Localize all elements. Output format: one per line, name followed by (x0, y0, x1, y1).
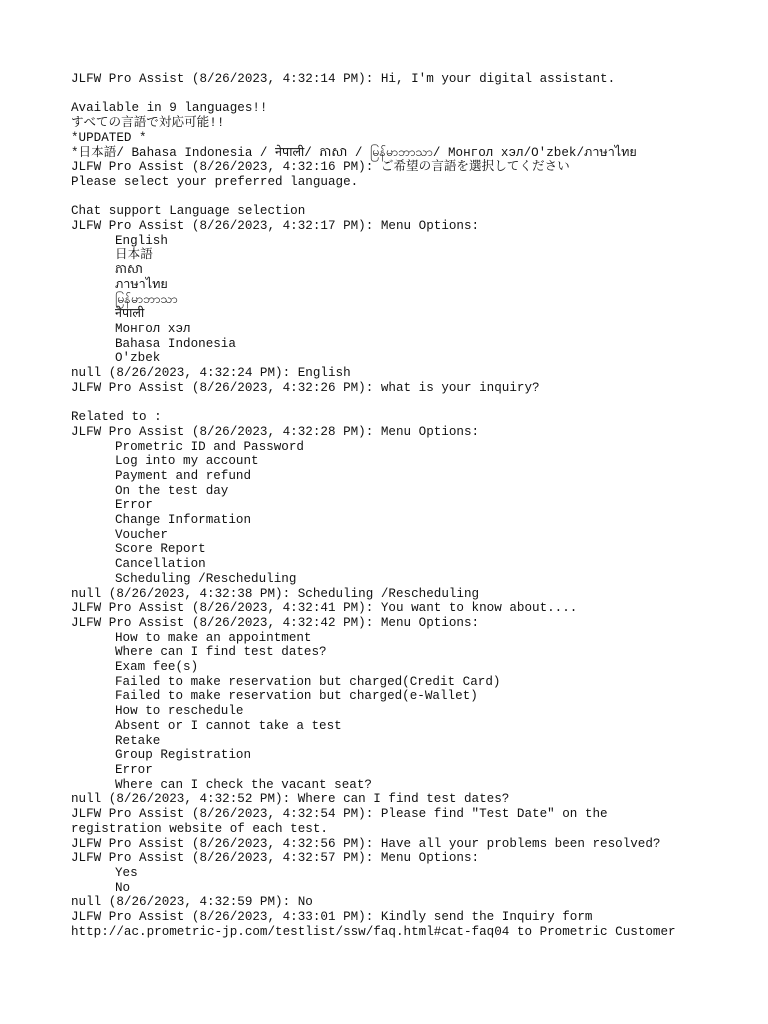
menu-option-topic[interactable]: Prometric ID and Password (115, 439, 304, 454)
menu-option-scheduling[interactable]: How to make an appointment (115, 630, 312, 645)
bot-message: JLFW Pro Assist (8/26/2023, 4:32:42 PM): Menu Options: (71, 615, 480, 630)
menu-option-scheduling[interactable]: How to reschedule (115, 704, 244, 719)
menu-option-topic[interactable]: Voucher (115, 527, 168, 542)
menu-option-language[interactable]: Bahasa Indonesia (115, 336, 236, 351)
menu-option-topic[interactable]: Score Report (115, 542, 206, 557)
menu-option-resolved[interactable]: No (115, 880, 131, 895)
menu-option-topic[interactable]: Log into my account (115, 454, 259, 469)
bot-message: JLFW Pro Assist (8/26/2023, 4:32:54 PM): Please find "Test Date" on the (71, 807, 608, 822)
menu-option-language[interactable]: ภาษาไทย (115, 277, 168, 292)
menu-option-language[interactable]: 日本語 (115, 248, 153, 263)
menu-option-language[interactable]: Монгол хэл (115, 321, 191, 336)
bot-message: JLFW Pro Assist (8/26/2023, 4:32:41 PM): You want to know about.... (71, 601, 578, 616)
menu-option-language[interactable]: English (115, 233, 168, 248)
menu-option-scheduling[interactable]: Exam fee(s) (115, 660, 199, 675)
menu-option-resolved[interactable]: Yes (115, 865, 138, 880)
menu-option-topic[interactable]: Payment and refund (115, 468, 252, 483)
menu-option-scheduling[interactable]: Where can I check the vacant seat? (115, 777, 372, 792)
chat-transcript (71, 72, 731, 939)
menu-option-scheduling[interactable]: Failed to make reservation but charged(Credit Card) (115, 674, 501, 689)
menu-option-topic[interactable]: Scheduling /Rescheduling (115, 571, 297, 586)
menu-option-topic[interactable]: On the test day (115, 483, 229, 498)
bot-message-continued: registration website of each test. (71, 821, 328, 836)
message-text: Chat support Language selection (71, 204, 306, 219)
menu-option-language[interactable]: नेपाली (115, 307, 145, 322)
message-text: *UPDATED * (71, 130, 147, 145)
user-message: null (8/26/2023, 4:32:59 PM): No (71, 895, 313, 910)
menu-option-language[interactable]: မြန်မာဘာသာ (115, 292, 178, 307)
bot-message: JLFW Pro Assist (8/26/2023, 4:32:14 PM): Hi, I'm your digital assistant. (71, 72, 616, 86)
message-text: すべての言語で対応可能!! (71, 116, 225, 131)
menu-option-scheduling[interactable]: Group Registration (115, 748, 252, 763)
menu-option-topic[interactable]: Cancellation (115, 557, 206, 572)
menu-option-language[interactable]: ភាសា (115, 263, 143, 278)
bot-message: JLFW Pro Assist (8/26/2023, 4:32:57 PM): Menu Options: (71, 851, 480, 866)
menu-option-language[interactable]: O'zbek (115, 351, 161, 366)
bot-message: JLFW Pro Assist (8/26/2023, 4:32:16 PM): ご希望の言語を選択してください (71, 160, 570, 175)
bot-message: JLFW Pro Assist (8/26/2023, 4:32:26 PM): what is your inquiry? (71, 380, 540, 395)
blank-line (71, 395, 731, 410)
inquiry-link[interactable]: http://ac.prometric-jp.com/testlist/ssw/faq.html#cat-faq04 to Prometric Customer (71, 924, 676, 939)
user-message: null (8/26/2023, 4:32:38 PM): Scheduling /Rescheduling (71, 586, 480, 601)
bot-message: JLFW Pro Assist (8/26/2023, 4:32:28 PM): Menu Options: (71, 424, 480, 439)
user-message: null (8/26/2023, 4:32:52 PM): Where can I find test dates? (71, 792, 510, 807)
menu-option-scheduling[interactable]: Where can I find test dates? (115, 645, 327, 660)
message-text: Related to : (71, 410, 162, 425)
blank-line (71, 87, 731, 102)
bot-message: JLFW Pro Assist (8/26/2023, 4:32:17 PM): Menu Options: (71, 219, 480, 233)
menu-option-topic[interactable]: Change Information (115, 513, 252, 528)
message-text: *日本語/ Bahasa Indonesia / नेपाली/ ភាសា / မြန်မာဘာသာ/ Монгол хэл/O'zbek/ภาษาไทย (71, 145, 637, 160)
bot-message: JLFW Pro Assist (8/26/2023, 4:32:56 PM): Have all your problems been resolved? (71, 836, 661, 851)
blank-line (71, 190, 731, 205)
menu-option-scheduling[interactable]: Error (115, 763, 153, 777)
bot-message: JLFW Pro Assist (8/26/2023, 4:33:01 PM): Kindly send the Inquiry form (71, 910, 593, 925)
message-text: Please select your preferred language. (71, 174, 359, 189)
menu-option-topic[interactable]: Error (115, 498, 153, 513)
user-message: null (8/26/2023, 4:32:24 PM): English (71, 366, 351, 381)
menu-option-scheduling[interactable]: Failed to make reservation but charged(e-Wallet) (115, 689, 478, 704)
menu-option-scheduling[interactable]: Absent or I cannot take a test (115, 718, 342, 733)
menu-option-scheduling[interactable]: Retake (115, 733, 161, 748)
message-text: Available in 9 languages!! (71, 101, 268, 116)
